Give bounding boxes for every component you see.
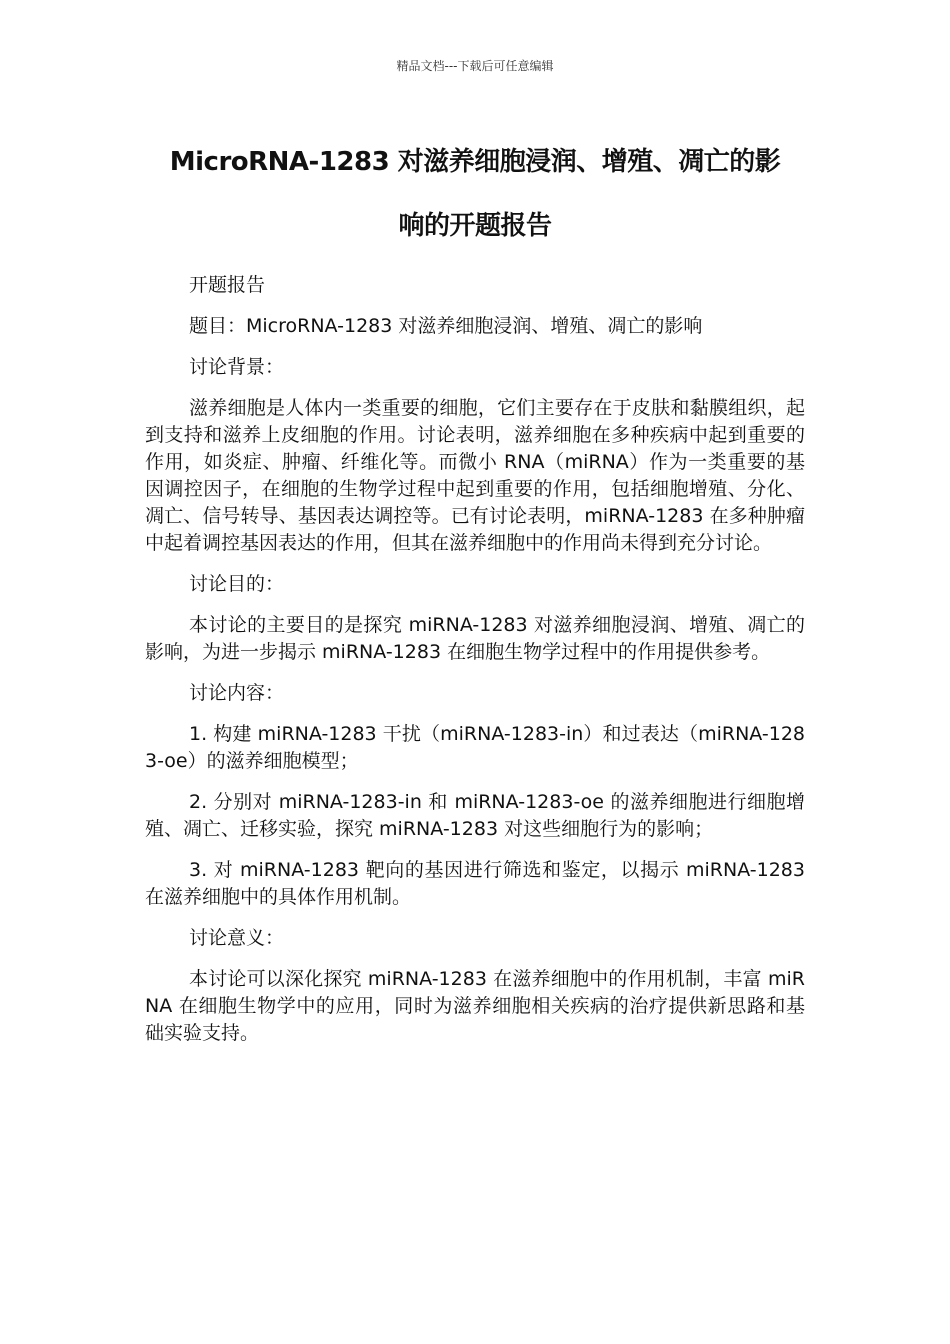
header-note: 精品文档---下载后可任意编辑 (396, 59, 554, 73)
section-heading-content: 讨论内容： (189, 682, 285, 704)
section-heading-significance: 讨论意义： (189, 927, 285, 949)
content-item-2: 2. 分别对 miRNA-1283-in 和 miRNA-1283-oe 的滋养细胞进行细胞增殖、凋亡、迁移实验，探究 miRNA-1283 对这些细胞行为的影响； (145, 791, 805, 840)
significance-paragraph: 本讨论可以深化探究 miRNA-1283 在滋养细胞中的作用机制，丰富 miRNA 在细胞生物学中的应用，同时为滋养细胞相关疾病的治疗提供新思路和基础实验支持。 (145, 968, 805, 1044)
title-line-2: 响的开题报告 (398, 211, 552, 241)
section-heading-purpose: 讨论目的： (189, 573, 285, 595)
purpose-paragraph: 本讨论的主要目的是探究 miRNA-1283 对滋养细胞浸润、增殖、凋亡的影响，为进一步揭示 miRNA-1283 在细胞生物学过程中的作用提供参考。 (145, 614, 805, 663)
document-body (145, 272, 805, 1061)
section-heading-background: 讨论背景： (189, 356, 285, 378)
content-item-1: 1. 构建 miRNA-1283 干扰（miRNA-1283-in）和过表达（miRNA-1283-oe）的滋养细胞模型； (145, 723, 805, 772)
report-label: 开题报告 (189, 274, 266, 296)
content-item-3: 3. 对 miRNA-1283 靶向的基因进行筛选和鉴定，以揭示 miRNA-1283 在滋养细胞中的具体作用机制。 (145, 859, 805, 908)
background-paragraph: 滋养细胞是人体内一类重要的细胞，它们主要存在于皮肤和黏膜组织，起到支持和滋养上皮细胞的作用。讨论表明，滋养细胞在多种疾病中起到重要的作用，如炎症、肿瘤、纤维化等。而微小 RNA（miRNA）作为一类重要的基因调控因子，在细胞的生物学过程中起到重要的作用，包括细胞增殖、分化、凋亡、信号转导、基因表达调控等。已有讨论表明，miRNA-1283 在多种肿瘤中起着调控基因表达的作用，但其在滋养细胞中的作用尚未得到充分讨论。 (145, 397, 805, 554)
document-title (145, 130, 805, 258)
report-topic: 题目：MicroRNA-1283 对滋养细胞浸润、增殖、凋亡的影响 (189, 315, 703, 337)
title-line-1: MicroRNA-1283 对滋养细胞浸润、增殖、凋亡的影 (169, 147, 781, 177)
